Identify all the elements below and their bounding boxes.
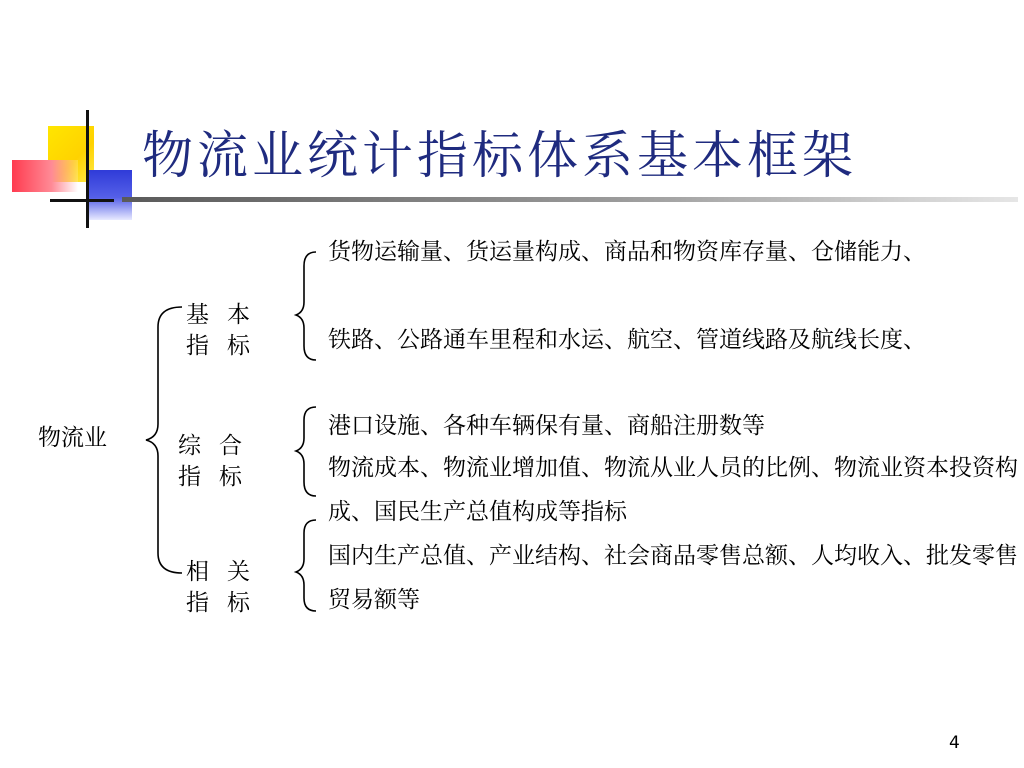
basic-bracket	[296, 252, 316, 360]
related-bracket	[296, 520, 316, 611]
group-label-basic: 基本指标	[186, 302, 268, 359]
horizontal-line-decoration	[50, 199, 114, 202]
indicator-item: 物流成本、物流业增加值、物流从业人员的比例、物流业资本投资构成、国民生产总值构成等指标	[328, 455, 1018, 525]
group-label-comprehensive: 综合指标	[178, 433, 260, 490]
indicator-item: 货物运输量、货运量构成、商品和物资库存量、仓储能力、	[328, 239, 926, 265]
slide-title: 物流业统计指标体系基本框架	[142, 127, 858, 186]
vertical-line-decoration	[86, 110, 89, 228]
comprehensive-bracket	[296, 407, 316, 496]
blue-square-decoration	[88, 170, 132, 220]
red-bar-decoration	[12, 160, 78, 192]
page-number: 4	[949, 733, 960, 753]
root-label-logistics: 物流业	[38, 425, 107, 451]
indicator-item: 国内生产总值、产业结构、社会商品零售总额、人均收入、批发零售贸易额等	[328, 543, 1018, 613]
indicator-item: 铁路、公路通车里程和水运、航空、管道线路及航线长度、	[328, 327, 926, 353]
group-label-related: 相关指标	[186, 559, 268, 616]
indicator-item: 港口设施、各种车辆保有量、商船注册数等	[328, 413, 765, 439]
root-bracket	[146, 307, 182, 573]
title-underline	[122, 197, 1018, 202]
